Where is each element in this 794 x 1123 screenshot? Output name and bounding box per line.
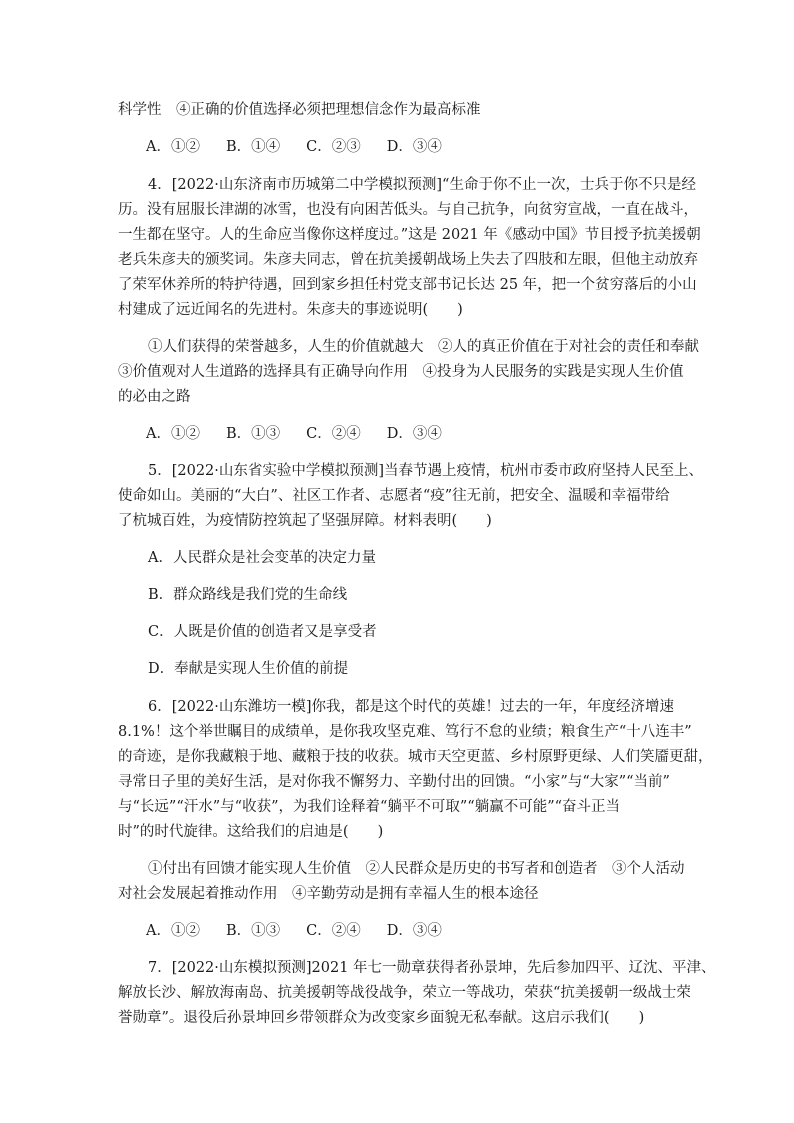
text-line: ③价值观对人生道路的选择具有正确导向作用 ④投身为人民服务的实践是实现人生价值 bbox=[118, 364, 684, 380]
text-line: 寻常日子里的美好生活，是对你我不懈努力、辛勤付出的回馈。“小家”与“大家”“当前” bbox=[118, 774, 670, 790]
question-6-stem: 6．[2022·山东潍坊一模]你我，都是这个时代的英雄！过去的一年，年度经济增速 bbox=[148, 699, 675, 715]
text-line: 使命如山。美丽的“大白”、社区工作者、志愿者“疫”往无前，把安全、温暖和幸福带给 bbox=[118, 488, 670, 504]
question-6-choices: ①付出有回馈才能实现人生价值 ②人民群众是历史的书写者和创造者 ③个人活动 bbox=[148, 861, 685, 877]
option-b: B．①③ bbox=[225, 923, 281, 939]
option-d: D．③④ bbox=[386, 139, 442, 155]
option-c: C．②④ bbox=[306, 923, 361, 939]
option-b: B．群众路线是我们党的生命线 bbox=[148, 587, 348, 603]
option-d: D．③④ bbox=[386, 426, 442, 442]
option-d: D．③④ bbox=[386, 923, 442, 939]
text-line: 对社会发展起着推动作用 ④辛勤劳动是拥有幸福人生的根本途径 bbox=[118, 886, 539, 902]
option-a: A．①② bbox=[146, 923, 200, 939]
text-line: 与“长远”“汗水”与“收获”，为我们诠释着“躺平不可取”“躺赢不可能”“奋斗正当 bbox=[118, 799, 621, 815]
option-c: C．②③ bbox=[306, 139, 361, 155]
text-line: 了荣军休养所的特护待遇，回到家乡担任村党支部书记长达 25 年，把一个贫穷落后的小山 bbox=[118, 277, 697, 293]
text-line: 历。没有屈服长津湖的冰雪，也没有向困苦低头。与自己抗争，向贫穷宣战，一直在战斗， bbox=[118, 202, 698, 218]
answer-options bbox=[146, 424, 468, 444]
option-c: C．人既是价值的创造者又是享受者 bbox=[148, 624, 377, 640]
option-a: A．人民群众是社会变革的决定力量 bbox=[148, 550, 376, 566]
option-d: D．奉献是实现人生价值的前提 bbox=[148, 661, 349, 677]
text-line: 时”的时代旋律。这给我们的启迪是( ) bbox=[118, 824, 384, 840]
option-c: C．②④ bbox=[306, 426, 361, 442]
question-7-stem: 7．[2022·山东模拟预测]2021 年七一勋章获得者孙景坤，先后参加四平、辽沈、平津、 bbox=[148, 960, 716, 976]
text-line: 村建成了远近闻名的先进村。朱彦夫的事迹说明( ) bbox=[118, 302, 463, 318]
option-b: B．①④ bbox=[225, 139, 281, 155]
text-line: 了杭城百姓，为疫情防控筑起了坚强屏障。材料表明( ) bbox=[118, 513, 492, 529]
text-line: 8.1%！这个举世瞩目的成绩单，是你我攻坚克难、笃行不怠的业绩；粮食生产“十八连丰” bbox=[118, 724, 692, 740]
question-5-stem: 5．[2022·山东省实验中学模拟预测]当春节遇上疫情，杭州市委市政府坚持人民至上、 bbox=[148, 463, 704, 479]
option-a: A．①② bbox=[146, 426, 200, 442]
text-line: 誉勋章”。退役后孙景坤回乡带领群众为改变家乡面貌无私奉献。这启示我们( ) bbox=[118, 1010, 645, 1026]
answer-options bbox=[146, 137, 468, 157]
text-line: 科学性 ④正确的价值选择必须把理想信念作为最高标准 bbox=[118, 102, 481, 118]
text-line: 老兵朱彦夫的颁奖词。朱彦夫同志，曾在抗美援朝战场上失去了四肢和左眼，但他主动放弃 bbox=[118, 252, 698, 268]
text-line: 的必由之路 bbox=[118, 389, 191, 405]
text-line: 解放长沙、解放海南岛、抗美援朝等战役战争，荣立一等战功，荣获“抗美援朝一级战士荣 bbox=[118, 985, 691, 1001]
question-4-stem: 4．[2022·山东济南市历城第二中学模拟预测]“生命于你不止一次，士兵于你不只是经 bbox=[148, 177, 696, 193]
answer-options bbox=[146, 921, 468, 941]
option-a: A．①② bbox=[146, 139, 200, 155]
question-4-choices: ①人们获得的荣誉越多，人生的价值就越大 ②人的真正价值在于对社会的责任和奉献 bbox=[148, 339, 699, 355]
text-line: 一生都在坚守。人的生命应当像你这样度过。”这是 2021 年《感动中国》节目授予抗美援朝 bbox=[118, 227, 701, 243]
text-line: 的奇迹，是你我藏粮于地、藏粮于技的收获。城市天空更蓝、乡村原野更绿、人们笑靥更甜， bbox=[118, 749, 713, 765]
option-b: B．①③ bbox=[225, 426, 281, 442]
